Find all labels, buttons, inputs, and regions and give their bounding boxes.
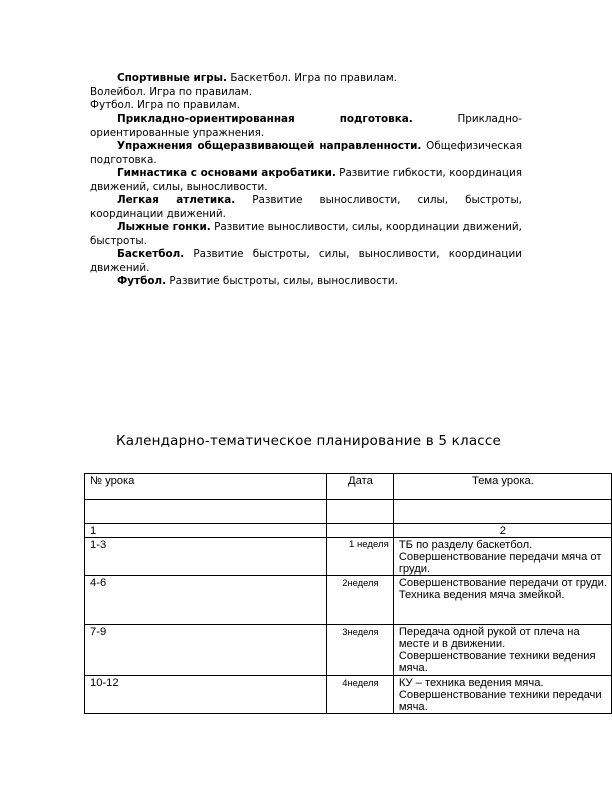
topic-line: КУ – техника ведения мяча. [398, 677, 544, 689]
lesson-topic [393, 625, 611, 676]
table-blank-row [85, 500, 612, 524]
topic-line: Техника ведения мяча змейкой. [398, 589, 565, 601]
topic-line: Передача одной рукой от плеча на [398, 626, 580, 638]
paragraph-athletics [90, 194, 522, 221]
lesson-range: 4-6 [85, 576, 327, 625]
header-lesson-number: № урока [85, 474, 327, 500]
lesson-range: 10-12 [85, 676, 327, 714]
section-title: Лыжные гонки. [117, 221, 211, 233]
topic-line: Совершенствование техники передачи [398, 689, 602, 701]
paragraph-football-game [90, 99, 522, 113]
section-title: Упражнения общеразвивающей направленности. [117, 140, 422, 152]
section-title: Спортивные игры. [117, 72, 227, 84]
lesson-range: 7-9 [85, 625, 327, 676]
paragraph-football [90, 275, 522, 289]
lesson-week: 4неделя [327, 676, 394, 714]
header-topic: Тема урока. [393, 474, 611, 500]
table-cell [327, 524, 394, 538]
section-text: Развитие гибкости, координация движений, силы, выносливости. [90, 167, 522, 193]
section-text: Развитие выносливости, силы, быстроты, координации движений. [90, 194, 522, 220]
paragraph-applied-training [90, 113, 522, 140]
topic-line: мяча. [398, 701, 428, 713]
lesson-topic [393, 538, 611, 576]
section-text: Развитие выносливости, силы, координации движений, быстроты. [90, 221, 522, 247]
section-text: Развитие быстроты, силы, выносливости, координации движений. [90, 248, 522, 274]
table-cell [327, 500, 394, 524]
section-title: Футбол. [117, 275, 167, 287]
topic-line: мяча. [398, 662, 428, 674]
lesson-range: 1-3 [85, 538, 327, 576]
table-cell [85, 500, 327, 524]
table-column-number-row [85, 524, 612, 538]
topic-line: Совершенствование техники ведения [398, 650, 596, 662]
lesson-week: 3неделя [327, 625, 394, 676]
table-row [85, 538, 612, 576]
table-row [85, 676, 612, 714]
section-text: Волейбол. Игра по правилам. [90, 86, 253, 98]
topic-line: месте и в движении. [398, 638, 506, 650]
section-text: Прикладно-ориентированные упражнения. [90, 113, 522, 139]
topic-line: ТБ по разделу баскетбол. [398, 539, 533, 551]
section-text: Развитие быстроты, силы, выносливости. [169, 275, 398, 287]
paragraph-basketball [90, 248, 522, 275]
lesson-topic [393, 576, 611, 625]
paragraph-general-exercises [90, 140, 522, 167]
section-text: Общефизическая подготовка. [90, 140, 522, 166]
section-text: Баскетбол. Игра по правилам. [230, 72, 397, 84]
lesson-plan-table [84, 473, 612, 714]
section-title: Гимнастика с основами акробатики. [117, 167, 336, 179]
paragraph-volleyball [90, 86, 522, 100]
topic-line: груди. [398, 563, 431, 575]
calendar-title: Календарно-тематическое планирование в 5 классе [116, 433, 502, 449]
header-date: Дата [327, 474, 394, 500]
column-number-2: 2 [393, 524, 611, 538]
table-row [85, 625, 612, 676]
section-text: Футбол. Игра по правилам. [90, 99, 240, 111]
topic-line: Совершенствование передачи от груди. [398, 577, 607, 589]
lesson-topic [393, 676, 611, 714]
paragraph-gymnastics [90, 167, 522, 194]
paragraph-skiing [90, 221, 522, 248]
lesson-week: 1 неделя [327, 538, 394, 576]
table-header-row [85, 474, 612, 500]
section-title: Прикладно-ориентированная подготовка. [117, 113, 413, 125]
paragraph-sport-games [90, 72, 522, 86]
section-title: Легкая атлетика. [117, 194, 236, 206]
table-cell [393, 500, 611, 524]
lesson-week: 2неделя [327, 576, 394, 625]
table-row [85, 576, 612, 625]
topic-line: Совершенствование передачи мяча от [398, 551, 602, 563]
column-number-1: 1 [85, 524, 327, 538]
section-title: Баскетбол. [117, 248, 185, 260]
